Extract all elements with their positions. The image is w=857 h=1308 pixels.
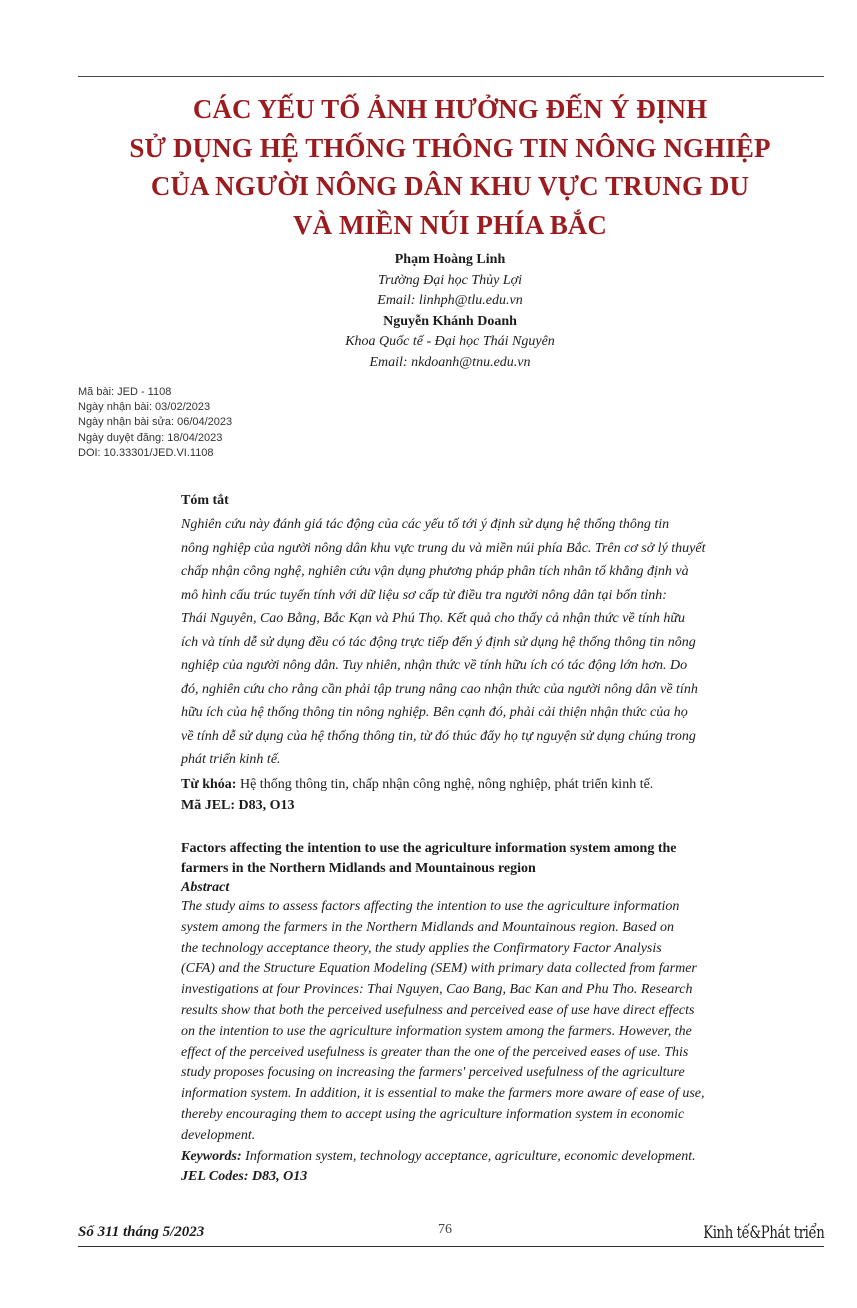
abstract-line: hữu ích của hệ thống thông tin nông nghiệp. Bên cạnh đó, phải cải thiện nhận thức của họ bbox=[181, 705, 688, 720]
abstract-line: information system. In addition, it is essential to make the farmers more aware of ease of use, bbox=[181, 1086, 705, 1102]
abstract-line: the technology acceptance theory, the study applies the Confirmatory Factor Analysis bbox=[181, 940, 662, 956]
author-name: Nguyễn Khánh Doanh bbox=[383, 313, 517, 329]
abstract-line: Nghiên cứu này đánh giá tác động của các yếu tố tới ý định sử dụng hệ thống thông tin bbox=[181, 517, 670, 532]
jel-codes-vi: Mã JEL: D83, O13 bbox=[181, 797, 295, 813]
abstract-heading-en: Abstract bbox=[181, 880, 230, 895]
abstract-heading-vi: Tóm tắt bbox=[181, 493, 229, 508]
author-affiliation: Khoa Quốc tế - Đại học Thái Nguyên bbox=[345, 334, 555, 349]
abstract-line: nghiệp của người nông dân. Tuy nhiên, nhận thức về tính hữu ích có tác động lớn hơn. Do bbox=[181, 658, 688, 673]
header-rule bbox=[78, 76, 824, 77]
abstract-text-vi bbox=[181, 513, 823, 772]
title-line: CỦA NGƯỜI NÔNG DÂN KHU VỰC TRUNG DU bbox=[150, 171, 750, 201]
author-block bbox=[250, 250, 650, 373]
meta-revised-date: Ngày nhận bài sửa: 06/04/2023 bbox=[78, 416, 233, 429]
vietnamese-abstract-section bbox=[181, 493, 823, 816]
author-email: Email: nkdoanh@tnu.edu.vn bbox=[369, 354, 531, 370]
keywords-vi bbox=[181, 774, 823, 796]
abstract-line: phát triển kinh tế. bbox=[181, 752, 281, 767]
meta-received-date: Ngày nhận bài: 03/02/2023 bbox=[78, 401, 211, 414]
page-footer bbox=[78, 1220, 824, 1247]
author-name: Phạm Hoàng Linh bbox=[394, 252, 506, 267]
keywords-label-en: Keywords: bbox=[181, 1148, 242, 1164]
abstract-line: Thái Nguyên, Cao Bằng, Bắc Kạn và Phú Thọ. Kết quả cho thấy cả nhận thức về tính hữu bbox=[181, 611, 686, 626]
keywords-label-vi: Từ khóa: bbox=[181, 776, 237, 792]
abstract-line: The study aims to assess factors affecting the intention to use the agriculture information bbox=[181, 899, 680, 914]
abstract-line: chấp nhận công nghệ, nghiên cứu vận dụng phương pháp phân tích nhân tố khẳng định và bbox=[181, 564, 689, 579]
abstract-line: đó, nghiên cứu cho rằng cần phải tập trung nâng cao nhận thức của người nông dân về tính bbox=[181, 681, 698, 697]
meta-accepted-date: Ngày duyệt đăng: 18/04/2023 bbox=[78, 431, 223, 444]
abstract-line: on the intention to use the agriculture information system among the farmers. However, the bbox=[181, 1023, 692, 1039]
article-title bbox=[70, 90, 830, 244]
abstract-line: results show that both the perceived usefulness and perceived ease of use have direct effects bbox=[181, 1002, 695, 1018]
title-line: CÁC YẾU TỐ ẢNH HƯỞNG ĐẾN Ý ĐỊNH bbox=[192, 94, 708, 124]
abstract-line: mô hình cấu trúc tuyến tính với dữ liệu sơ cấp từ điều tra người nông dân tại bốn tỉnh: bbox=[181, 587, 667, 603]
english-abstract-section bbox=[181, 839, 823, 1187]
meta-article-id: Mã bài: JED - 1108 bbox=[78, 386, 172, 398]
abstract-line: development. bbox=[181, 1127, 256, 1143]
abstract-line: về tính dễ sử dụng của hệ thống thông tin, từ đó thúc đẩy họ tự nguyện sử dụng chúng trong bbox=[181, 728, 696, 744]
abstract-line: ích và tính dễ sử dụng đều có tác động trực tiếp đến ý định sử dụng hệ thống thông tin nông bbox=[181, 634, 696, 650]
abstract-line: study proposes focusing on increasing the farmers' perceived usefulness of the agriculture bbox=[181, 1065, 685, 1081]
abstract-line: investigations at four Provinces: Thai Nguyen, Cao Bang, Bac Kan and Phu Tho. Research bbox=[181, 982, 693, 998]
title-line: VÀ MIỀN NÚI PHÍA BẮC bbox=[292, 209, 608, 240]
abstract-line: (CFA) and the Structure Equation Modeling (SEM) with primary data collected from farmer bbox=[181, 961, 697, 977]
abstract-line: thereby encouraging them to accept using the agriculture information system in economic bbox=[181, 1106, 685, 1122]
author-affiliation: Trường Đại học Thủy Lợi bbox=[378, 272, 522, 288]
english-title-line: Factors affecting the intention to use the agriculture information system among the bbox=[181, 841, 677, 856]
meta-doi: DOI: 10.33301/JED.VI.1108 bbox=[78, 446, 214, 459]
abstract-line: system among the farmers in the Northern Midlands and Mountainous region. Based on bbox=[181, 919, 674, 935]
english-title-line: farmers in the Northern Midlands and Mountainous region bbox=[181, 861, 536, 876]
issue-number: Số 311 tháng 5/2023 bbox=[78, 1224, 205, 1240]
abstract-line: nông nghiệp của người nông dân khu vực trung du và miền núi phía Bắc. Trên cơ sở lý thuyết bbox=[181, 540, 706, 556]
keywords-en bbox=[181, 1147, 823, 1167]
article-meta bbox=[78, 385, 338, 461]
english-title bbox=[181, 839, 823, 879]
keywords-text-en: Information system, technology acceptance, agriculture, economic development. bbox=[241, 1148, 696, 1164]
page-number: 76 bbox=[438, 1222, 452, 1237]
abstract-text-en bbox=[181, 897, 823, 1147]
keywords-text-vi: Hệ thống thông tin, chấp nhận công nghệ, nông nghiệp, phát triển kinh tế. bbox=[236, 776, 654, 792]
author-email: Email: linhph@tlu.edu.vn bbox=[377, 293, 523, 308]
abstract-line: effect of the perceived usefulness is greater than the one of the perceived eases of use. This bbox=[181, 1044, 689, 1060]
title-line: SỬ DỤNG HỆ THỐNG THÔNG TIN NÔNG NGHIỆP bbox=[129, 132, 771, 163]
magazine-name: Kinh tế&Phát triển bbox=[702, 1223, 824, 1243]
jel-codes-en: JEL Codes: D83, O13 bbox=[181, 1168, 308, 1184]
